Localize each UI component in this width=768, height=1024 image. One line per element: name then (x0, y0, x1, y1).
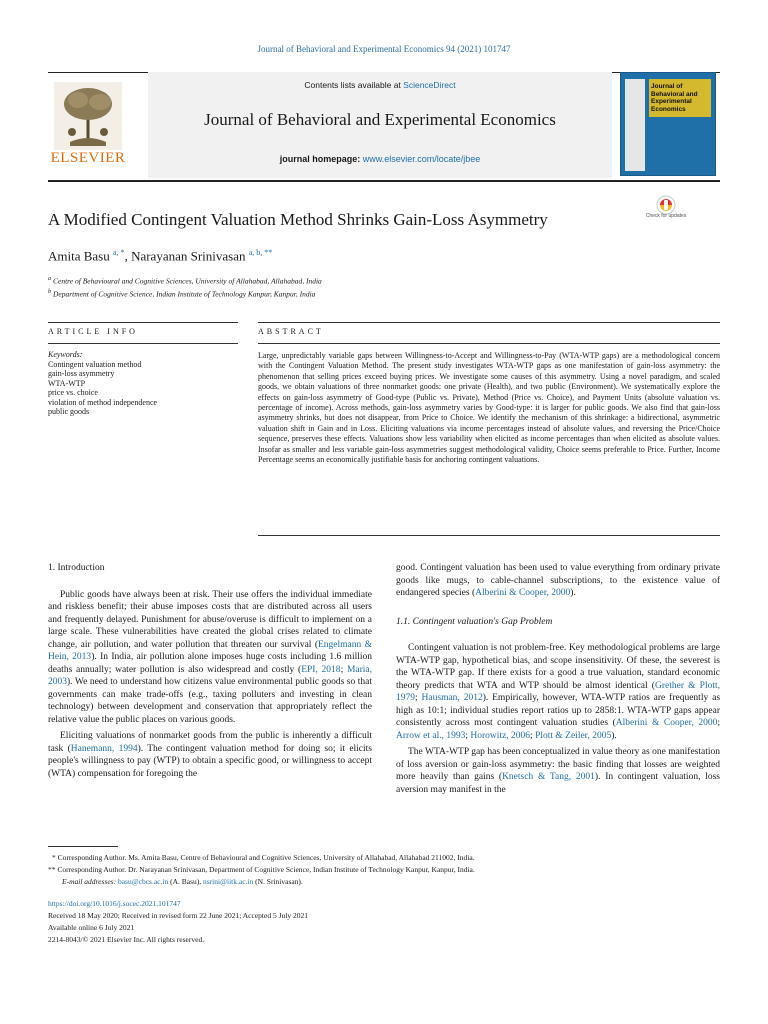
abstract-end-rule (258, 535, 720, 536)
author-list (48, 248, 272, 264)
abstract-bottom-header-rule (258, 343, 720, 344)
homepage-line (148, 154, 612, 164)
available-online: Available online 6 July 2021 (48, 923, 135, 932)
paragraph-text: ; (465, 730, 471, 741)
email-link[interactable]: nsrini@iitk.ac.in (203, 877, 254, 886)
affiliation-marker: a (48, 275, 52, 282)
publication-info (48, 898, 720, 946)
email-label: E-mail addresses: (62, 877, 117, 886)
paragraph-text: ). Empirically, however, WTA-WTP ratios are frequently as high as 10:1; individual studies report ratios up to 2858:1. WTA-WTP gaps appear consistently across most contingent valuation studies ( (396, 693, 721, 728)
masthead-bottom-rule (48, 180, 720, 182)
email-owner: (A. Basu), (168, 877, 203, 886)
keyword: price vs. choice (48, 388, 98, 397)
author-superscript[interactable]: a, b, ** (248, 248, 273, 257)
journal-citation-line[interactable]: Journal of Behavioral and Experimental Economics 94 (2021) 101747 (257, 44, 511, 54)
contents-line (148, 80, 612, 90)
sciencedirect-link[interactable]: ScienceDirect (403, 80, 456, 90)
abstract-header: ABSTRACT (258, 327, 324, 336)
citation-link[interactable]: Hanemann, 1994 (70, 743, 138, 754)
affiliation (48, 287, 322, 300)
paragraph-text: ; (717, 718, 720, 728)
paragraph-text: Contingent valuation is not problem-free. Key methodological problems are large WTA-WTP gap, hypothetical bias, and scope insensitivity. Of these, the severest is the WTA-WTP gap. If there exists for a good a true valuation, standard economic theory predicts that WTA and WTP should be almost identical ( (396, 643, 720, 691)
paragraph (396, 746, 720, 796)
paragraph-text: ). The contingent valuation method for doing so; it elicits people's willingness to pay (WTP) to obtain a specific good, or willingness to accept (WTA) compensation for foregoing the (48, 743, 373, 779)
paragraph-text: good. Contingent valuation has been used to value everything from ordinary private goods like mugs, to cable-channel subscriptions, to the existence value of endangered species ( (396, 563, 720, 598)
footnote: ** Corresponding Author. Dr. Narayanan Srinivasan, Department of Cognitive Science, Indian Institute of Technology Kanpur, Kanpur, India. (48, 865, 475, 874)
keyword: Contingent valuation method (48, 359, 142, 369)
received-dates: Received 18 May 2020; Received in revised form 22 June 2021; Accepted 5 July 2021 (48, 911, 308, 920)
doi-link[interactable]: https://doi.org/10.1016/j.socec.2021.101747 (48, 899, 181, 908)
author-separator: , (124, 248, 132, 264)
email-line (48, 876, 720, 888)
check-for-updates-icon[interactable] (648, 194, 684, 230)
body-column-right (396, 562, 720, 800)
citation-link[interactable]: Horowitz, 2006 (470, 730, 531, 741)
citation-link[interactable]: EPI, 2018 (301, 664, 341, 675)
footnotes (48, 852, 720, 888)
keyword: violation of method independence (48, 397, 158, 407)
journal-cover-thumbnail[interactable] (620, 72, 716, 176)
article-info-bottom-rule (48, 343, 238, 344)
paragraph-text: ; (340, 664, 347, 675)
affiliations (48, 274, 322, 299)
section-heading: 1. Introduction (48, 563, 105, 573)
keyword: gain-loss asymmetry (48, 369, 115, 378)
paper-title: A Modified Contingent Valuation Method Shrinks Gain-Loss Asymmetry (48, 210, 548, 229)
check-for-updates-label: Check for updates (645, 213, 687, 219)
author-superscript[interactable]: a, * (113, 248, 125, 257)
paragraph-text: ). (570, 588, 576, 598)
paragraph-text: ). In India, air pollution alone imposes huge costs including 1.6 million deaths annually; water pollution is also widespread and costly ( (48, 652, 372, 675)
paragraph-text: ). We need to understand how citizens value environmental public goods so that governments can make trade-offs (e.g., taxing polluters and investing in clean technology) between development and conservation that appropriately reflect the relative value the public places on various goods. (48, 677, 372, 725)
citation-link[interactable]: Engelmann & Hein, 2013 (48, 639, 372, 662)
masthead-center-panel (148, 72, 612, 178)
citation-link[interactable]: Knetsch & Tang, 2001 (502, 772, 595, 782)
keyword: public goods (48, 407, 90, 416)
citation-link[interactable]: Alberini & Cooper, 2000 (615, 718, 718, 728)
author-name[interactable]: Amita Basu (48, 248, 110, 264)
subsection-heading: 1.1. Contingent valuation's Gap Problem (396, 616, 553, 627)
article-info-top-rule (48, 322, 238, 323)
affiliation-marker: b (48, 287, 52, 295)
affiliation (48, 274, 322, 287)
journal-masthead (48, 72, 720, 182)
paragraph (396, 562, 720, 600)
article-info-header: ARTICLE INFO (48, 327, 138, 336)
homepage-prefix: journal homepage: (279, 154, 363, 164)
email-link[interactable]: basu@cbcs.ac.in (117, 877, 169, 886)
keywords-block (48, 350, 218, 417)
citation-link[interactable]: Hausman, 2012 (421, 693, 483, 703)
copyright: 2214-8043/© 2021 Elsevier Inc. All rights reserved. (48, 935, 205, 944)
citation-link[interactable]: Arrow et al., 1993 (396, 730, 466, 741)
paragraph-text: ). In contingent valuation, loss aversion may manifest in the (396, 772, 720, 795)
abstract-text: Large, unpredictably variable gaps between Willingness-to-Accept and Willingness-to-Pay (WTA-WTP gaps) are a methodological concern with the Contingent Valuation Method. The present study investigates WTA-WTP gaps as one manifestation of gain-loss asymmetry: the phenomenon that selling prices exceed buying prices. We investigate some causes of this asymmetry. Using a novel paradigm, and scaled goods, we obtain valuations of three nonmarket goods: one private (Health), and two public (Environment). We systematically explore the effects on gain-loss asymmetry of Good-type (Public vs. Private), Method (Price vs. Choice), and Payment Units (absolute valuation vs. percentage of income). Across methods, gain-loss asymmetry varies by Good-type: it is larger for public goods. We also find that gain-loss asymmetry shrinks, but does not disappear, from Price to Choice. We identify the mechanism of this shrinkage: a bidirectional, asymmetric valuation shift in Gain and in Loss. Eliciting valuations via income percentages instead of absolute values, and reversing the Price/Choice sequence, preserves these effects. Valuations show less variability when elicited as income percentages than when elicited as absolute values. Insofar as smaller and less variable gain-loss asymmetries suggest methodological validity, Choice seems preferable to Price. Further, Income Percentage seems an economically justifiable basis for anchoring contingent valuations. (258, 351, 720, 465)
keywords-label: Keywords: (48, 350, 83, 359)
contents-prefix: Contents lists available at (304, 80, 404, 90)
abstract-top-rule (258, 322, 720, 323)
footnote-rule (48, 846, 118, 847)
author-name[interactable]: Narayanan Srinivasan (131, 248, 246, 264)
cover-strip (625, 79, 645, 171)
paragraph-text: ; (530, 730, 536, 741)
keyword: WTA-WTP (48, 378, 86, 388)
paragraph (48, 730, 372, 780)
citation-link[interactable]: Maria, 2003 (48, 664, 373, 687)
paragraph-text: ). (611, 730, 617, 741)
cover-title: Journal of Behavioral and Experimental Economics (651, 83, 698, 113)
email-owner: (N. Srinivasan). (253, 877, 303, 886)
citation-link[interactable]: Plott & Zeiler, 2005 (535, 730, 612, 741)
elsevier-wordmark: ELSEVIER (50, 150, 126, 166)
citation-link[interactable]: Grether & Plott, 1979 (396, 680, 721, 703)
affiliation-text: Department of Cognitive Science, Indian Institute of Technology Kanpur, Kanpur, India (53, 289, 316, 298)
journal-title: Journal of Behavioral and Experimental Economics (204, 110, 556, 129)
paragraph (396, 642, 720, 742)
paragraph-text: Public goods have always been at risk. Their use offers the individual immediate and riskless benefit; their abuse imposes costs that are distributed across all users and frequently delayed. Punishment for abuse/overuse is difficult to implement on a large scale. These vulnerabilities have created the global crises related to climate change, air pollution, and water pollution that threaten our survival ( (48, 589, 372, 650)
paragraph-text: ; (415, 693, 422, 703)
footnote: * Corresponding Author. Ms. Amita Basu, Centre of Behavioural and Cognitive Sciences, University of Allahabad, Allahabad 211002, India. (52, 853, 475, 862)
citation-link[interactable]: Alberini & Cooper, 2000 (475, 588, 571, 598)
affiliation-text: Centre of Behavioural and Cognitive Sciences, University of Allahabad, Allahabad, India (53, 276, 322, 286)
paragraph-text: Eliciting valuations of nonmarket goods from the public is inherently a difficult task ( (48, 731, 372, 754)
homepage-link[interactable]: www.elsevier.com/locate/jbee (362, 154, 481, 164)
paragraph (48, 589, 372, 727)
paragraph-text: The WTA-WTP gap has been conceptualized in value theory as one manifestation of loss aversion or gain-loss asymmetry: the basic finding that losses are weighted more heavily than gains ( (396, 747, 720, 782)
body-column-left (48, 562, 372, 784)
